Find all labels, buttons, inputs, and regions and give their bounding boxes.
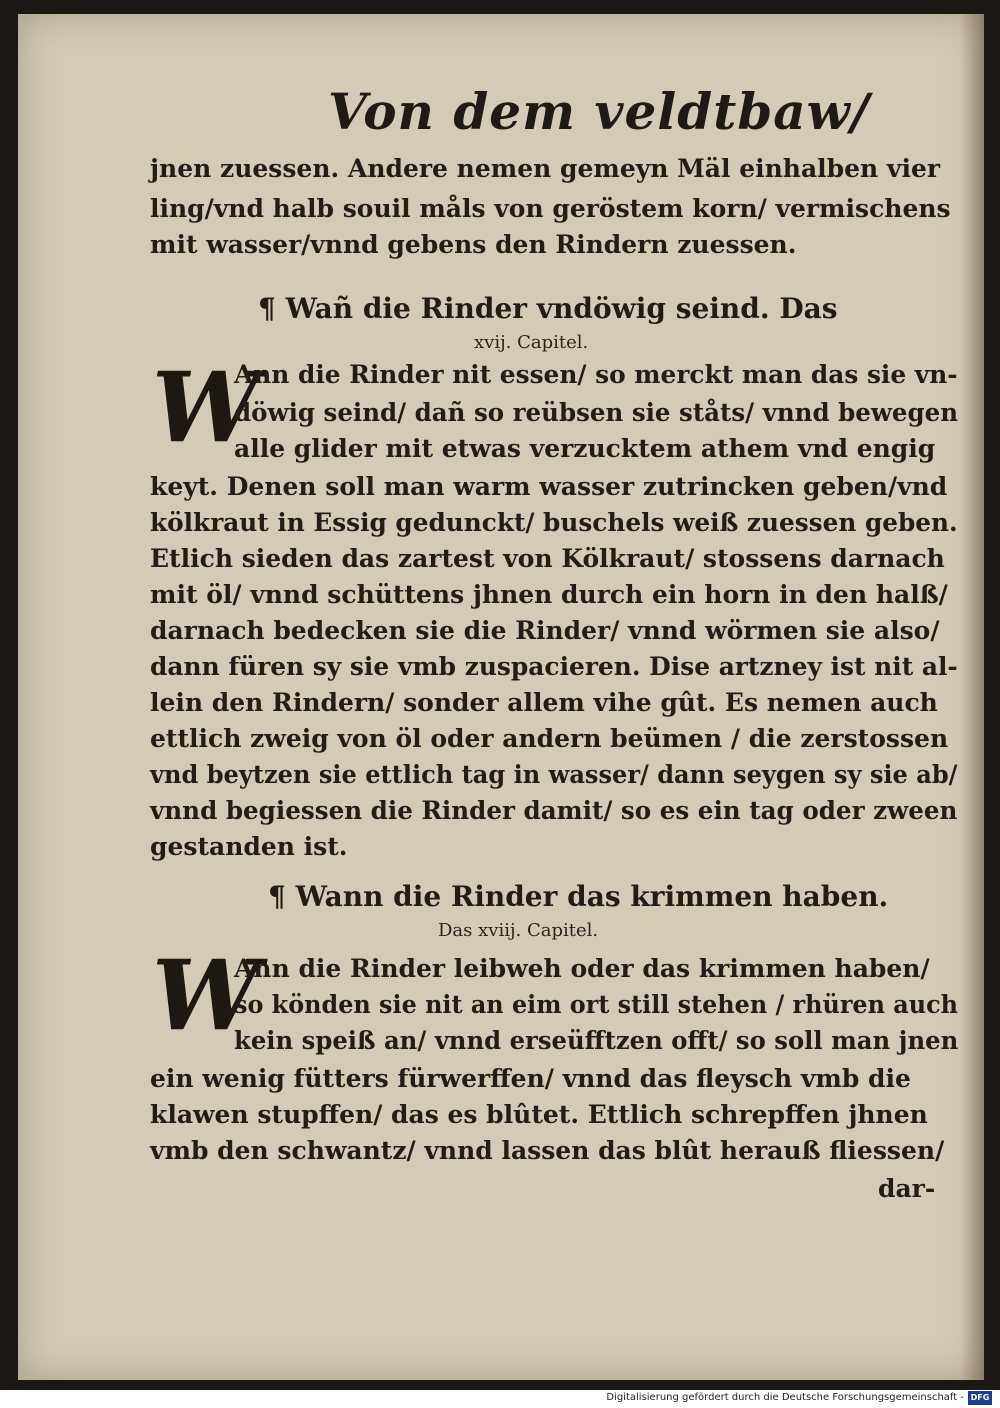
drop-initial: W bbox=[152, 351, 260, 464]
running-head: Von dem veldtbaw/ bbox=[328, 82, 870, 141]
text-line: ling/vnd halb souil måls von geröstem korn/ vermischens bbox=[150, 194, 951, 223]
book-page bbox=[18, 14, 984, 1380]
dfg-logo-icon: DFG bbox=[968, 1391, 992, 1405]
text-line: Ann die Rinder leibweh oder das krimmen haben/ bbox=[234, 954, 930, 983]
drop-initial: W bbox=[152, 939, 260, 1052]
text-line: mit öl/ vnnd schüttens jhnen durch ein horn in den halß/ bbox=[150, 580, 948, 609]
text-line: döwig seind/ dañ so reübsen sie ståts/ vnnd bewegen bbox=[234, 398, 959, 427]
text-line: keyt. Denen soll man warm wasser zutrincken geben/vnd bbox=[150, 472, 948, 501]
chapter-number: Das xviij. Capitel. bbox=[438, 920, 599, 941]
text-line: vnd beytzen sie ettlich tag in wasser/ dann seygen sy sie ab/ bbox=[150, 760, 958, 789]
text-line: ein wenig fütters fürwerffen/ vnnd das fleysch vmb die bbox=[150, 1064, 911, 1093]
footer-credit: Digitalisierung gefördert durch die Deutsche Forschungsgemeinschaft - bbox=[606, 1392, 964, 1403]
text-line: Etlich sieden das zartest von Kölkraut/ stossens darnach bbox=[150, 544, 945, 573]
text-line: vnnd begiessen die Rinder damit/ so es ein tag oder zween bbox=[150, 796, 958, 825]
catchword: dar- bbox=[878, 1174, 936, 1203]
text-line: alle glider mit etwas verzucktem athem vnd engig bbox=[234, 434, 936, 463]
chapter-number: xvij. Capitel. bbox=[474, 332, 589, 353]
text-line: kein speiß an/ vnnd erseüfftzen offt/ so soll man jnen bbox=[234, 1026, 959, 1055]
text-line: mit wasser/vnnd gebens den Rindern zuessen. bbox=[150, 230, 797, 259]
text-line: jnen zuessen. Andere nemen gemeyn Mäl einhalben vier bbox=[150, 154, 941, 183]
text-line: kölkraut in Essig gedunckt/ buschels weiß zuessen geben. bbox=[150, 508, 958, 537]
text-line: lein den Rindern/ sonder allem vihe gût. Es nemen auch bbox=[150, 688, 938, 717]
chapter-heading: ¶ Wañ die Rinder vndöwig seind. Das bbox=[258, 292, 838, 325]
text-line: vmb den schwantz/ vnnd lassen das blût herauß fliessen/ bbox=[150, 1136, 945, 1165]
text-line: klawen stupffen/ das es blûtet. Ettlich schrepffen jhnen bbox=[150, 1100, 928, 1129]
text-line: dann füren sy sie vmb zuspacieren. Dise artzney ist nit al- bbox=[150, 652, 958, 681]
text-line: so könden sie nit an eim ort still stehen / rhüren auch bbox=[234, 990, 959, 1019]
text-line: ettlich zweig von öl oder andern beümen / die zerstossen bbox=[150, 724, 949, 753]
text-line: darnach bedecken sie die Rinder/ vnnd wörmen sie also/ bbox=[150, 616, 940, 645]
text-line: gestanden ist. bbox=[150, 832, 348, 861]
text-line: Ann die Rinder nit essen/ so merckt man das sie vn- bbox=[234, 360, 958, 389]
chapter-heading: ¶ Wann die Rinder das krimmen haben. bbox=[268, 880, 889, 913]
